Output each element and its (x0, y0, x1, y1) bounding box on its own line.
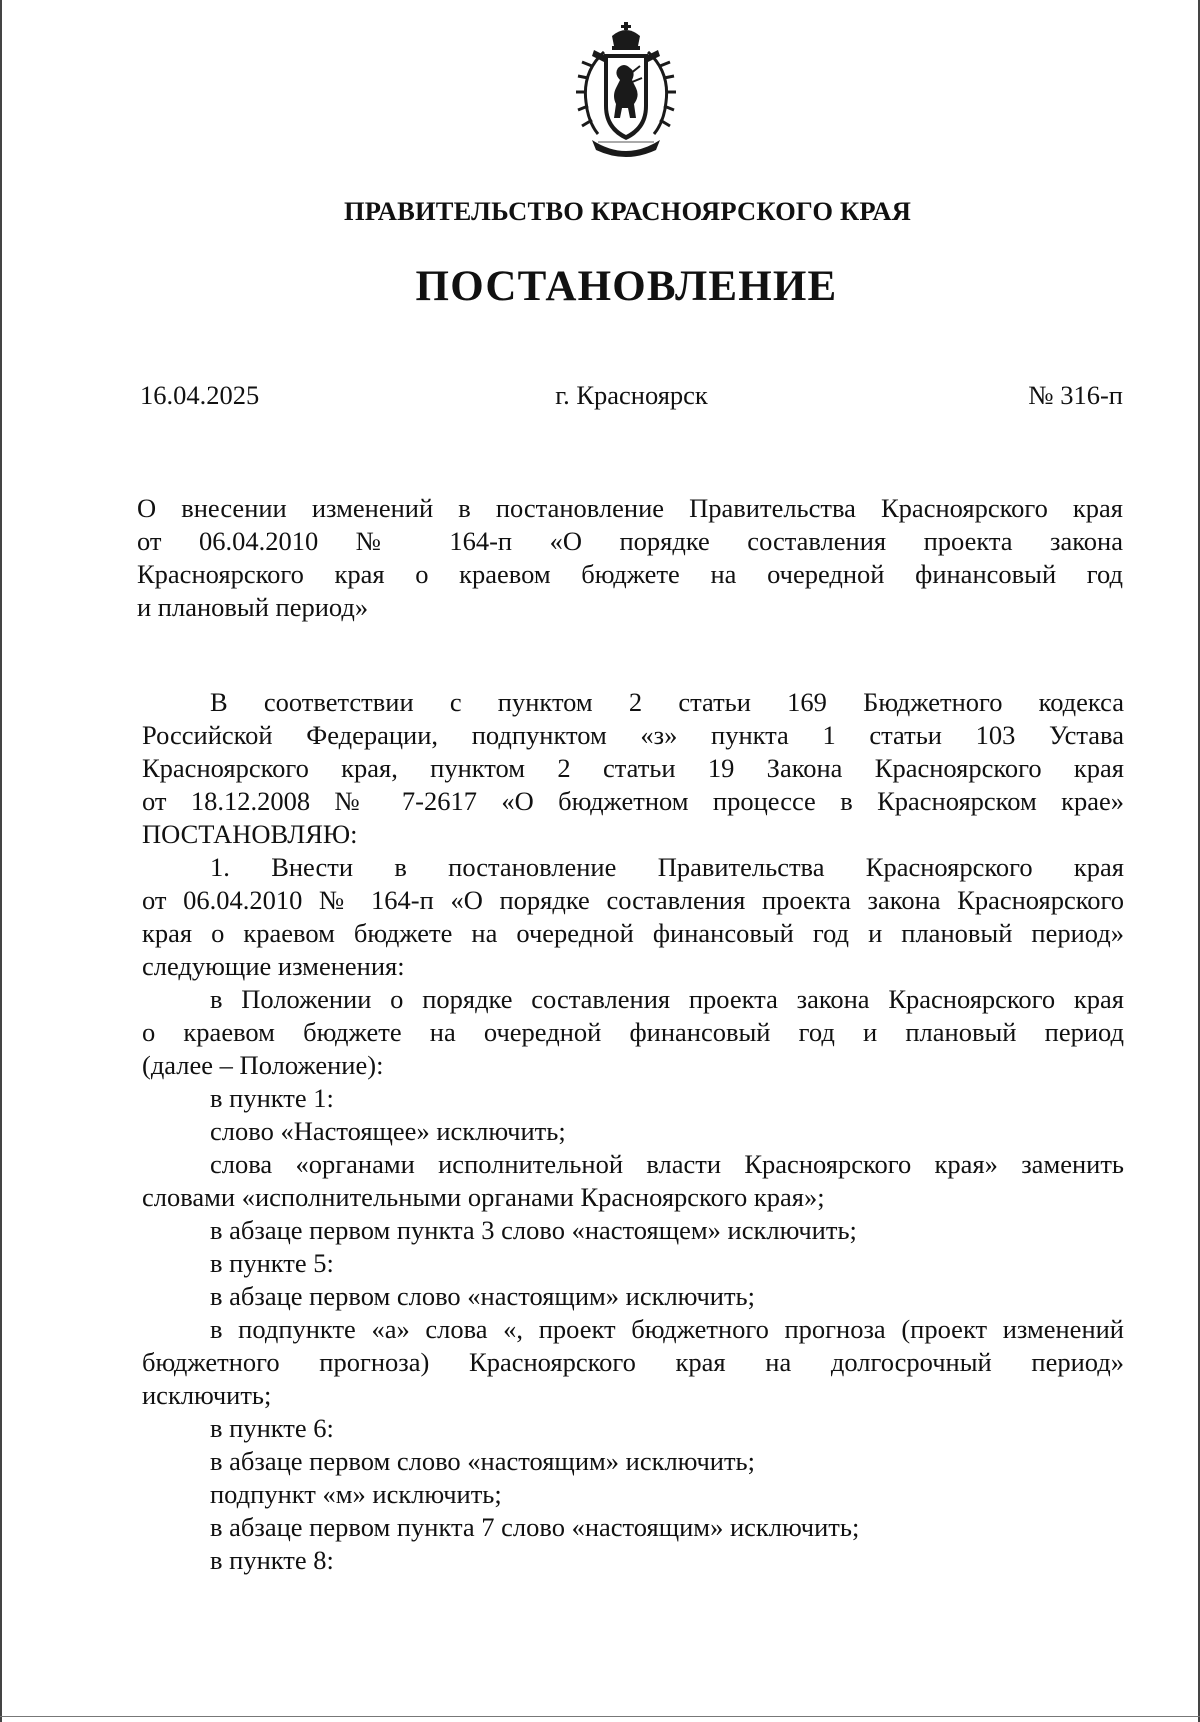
body-line: о краевом бюджете на очередной финансовый год и плановый период (142, 1017, 1124, 1047)
body-line: в абзаце первом слово «настоящим» исключить; (210, 1281, 756, 1311)
subject-line: Красноярского края о краевом бюджете на очередной финансовый год (137, 559, 1123, 589)
subject-line: и плановый период» (137, 592, 369, 622)
document-number: № 316-п (1028, 380, 1123, 410)
body-line: в абзаце первом слово «настоящим» исключить; (210, 1446, 756, 1476)
body-line: Российской Федерации, подпунктом «з» пункта 1 статьи 103 Устава (142, 720, 1124, 750)
body-line: 1. Внести в постановление Правительства Красноярского края (210, 852, 1124, 882)
body-line: в пункте 5: (210, 1248, 334, 1278)
body-line: словами «исполнительными органами Красноярского края»; (142, 1182, 825, 1212)
body-line: исключить; (142, 1380, 272, 1410)
body-line: подпункт «м» исключить; (210, 1479, 502, 1509)
body-line: в Положении о порядке составления проекта закона Красноярского края (210, 984, 1124, 1014)
body-line: в абзаце первом пункта 3 слово «настоящем» исключить; (210, 1215, 857, 1245)
scan-edge-bottom (0, 1716, 1200, 1717)
body-line: в подпункте «а» слова «, проект бюджетного прогноза (проект изменений (210, 1314, 1124, 1344)
subject-line: от 06.04.2010 № 164-п «О порядке составления проекта закона (137, 526, 1123, 556)
document-meta-row (140, 380, 1123, 414)
document-type-title: ПОСТАНОВЛЕНИЕ (415, 263, 838, 310)
body-line: слово «Настоящее» исключить; (210, 1116, 566, 1146)
body-line: Красноярского края, пунктом 2 статьи 19 Закона Красноярского края (142, 753, 1124, 783)
document-date: 16.04.2025 (140, 380, 260, 410)
body-line: в пункте 6: (210, 1413, 334, 1443)
body-line: следующие изменения: (142, 951, 405, 981)
document-body (142, 686, 1124, 1577)
body-line: от 06.04.2010 № 164-п «О порядке составления проекта закона Красноярского (142, 885, 1124, 915)
body-line: в абзаце первом пункта 7 слово «настоящим» исключить; (210, 1512, 860, 1542)
body-line: (далее – Положение): (142, 1050, 384, 1080)
body-line: В соответствии с пунктом 2 статьи 169 Бюджетного кодекса (210, 687, 1124, 717)
body-line: края о краевом бюджете на очередной финансовый год и плановый период» (142, 918, 1124, 948)
body-line: ПОСТАНОВЛЯЮ: (142, 819, 358, 849)
body-line: в пункте 1: (210, 1083, 334, 1113)
body-line: от 18.12.2008 № 7-2617 «О бюджетном процессе в Красноярском крае» (142, 786, 1124, 816)
subject-line: О внесении изменений в постановление Правительства Красноярского края (137, 493, 1123, 523)
body-line: бюджетного прогноза) Красноярского края на долгосрочный период» (142, 1347, 1124, 1377)
body-line: в пункте 8: (210, 1545, 334, 1575)
body-line: слова «органами исполнительной власти Красноярского края» заменить (210, 1149, 1124, 1179)
document-city: г. Красноярск (555, 380, 708, 410)
government-title: ПРАВИТЕЛЬСТВО КРАСНОЯРСКОГО КРАЯ (343, 196, 912, 226)
document-subject (137, 492, 1123, 624)
scan-edge-left (0, 0, 2, 1722)
coat-of-arms-icon (574, 22, 678, 164)
